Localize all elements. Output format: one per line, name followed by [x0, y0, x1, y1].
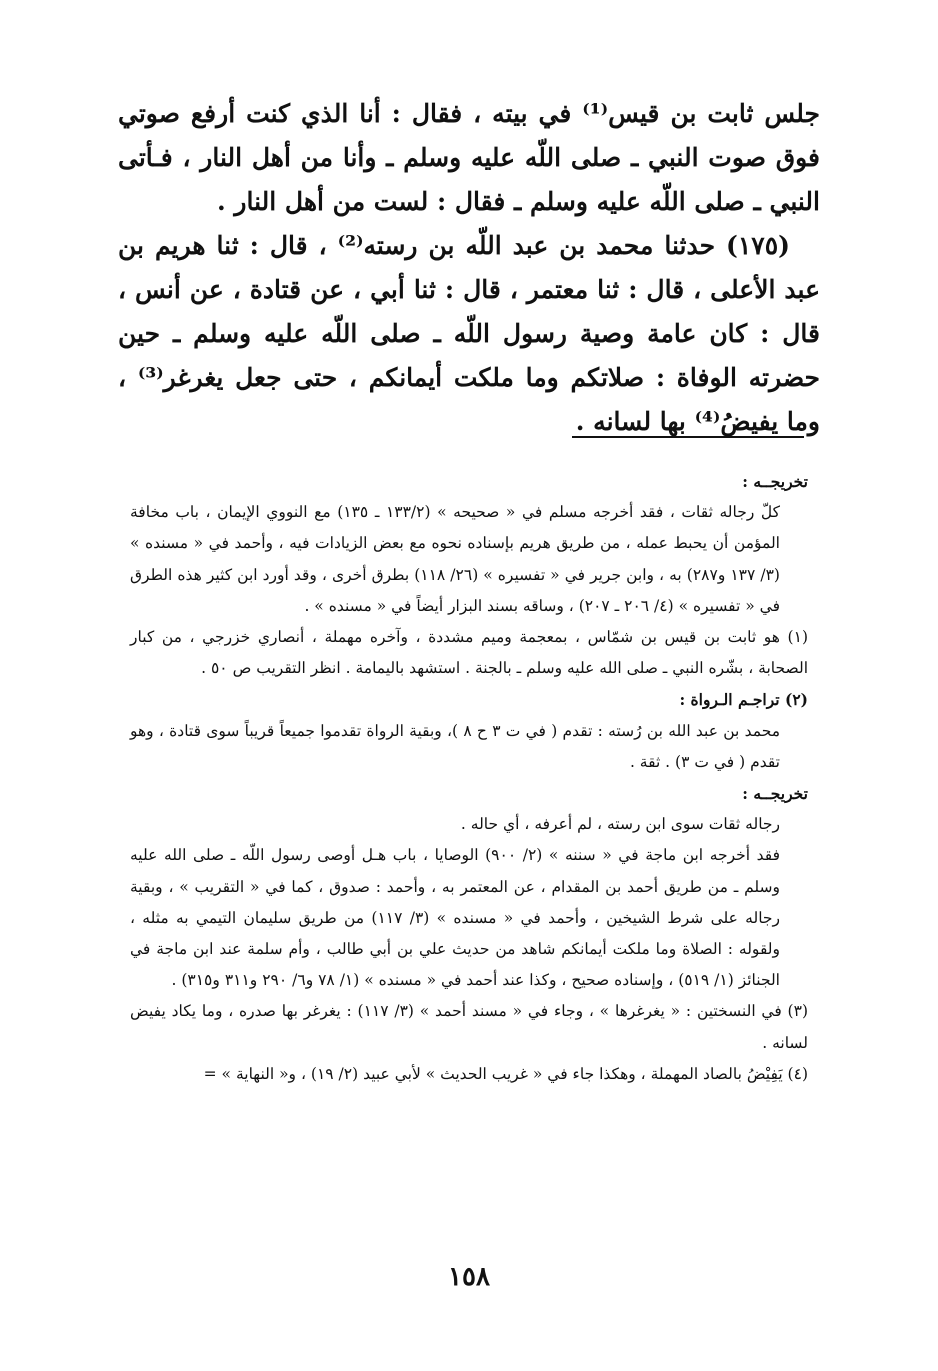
footnote-2-heading: (٢) تراجـم الـرواة : [679, 690, 808, 710]
paragraph-1: جلس ثابت بن قيس⁽¹⁾ في بيته ، فقال : أنا الذي كنت أرفع صوتي فوق صوت النبي ـ صلى اللّه عليه وسلم ـ وأنا من أهل النار ، فـأتى النبي ـ صلى اللّه عليه وسلم ـ فقال : لست من أهل النار . [118, 99, 820, 216]
footnote-1: (١) هو ثابت بن قيس بن شمّاس ، بمعجمة وميم مشددة ، وآخره مهملة ، أنصاري خزرجي ، من كبار الصحابة ، بشّره النبي ـ صلى الله عليه وسلم ـ بالجنة . استشهد باليمامة . انظر التقريب ص ٥٠ . [130, 628, 808, 678]
takhrij-heading-2: تخريجــه : [742, 784, 808, 804]
takhrij-text-1: كلّ رجاله ثقات ، فقد أخرجه مسلم في « صحيحه » (١٣٣/٢ ـ ١٣٥) مع النووي الإيمان ، باب مخافة المؤمن أن يحبط عمله ، من طريق هريم بإسناده نحوه مع بعض الزيادات فيه ، وأحمد في « مسنده » (٣/ ١٣٧ و٢٨٧) به ، وابن جرير في « تفسيره » (٢٦/ ١١٨) بطرق أخرى ، وقد أورد ابن كثير هذه الطرق في « تفسيره » (٤/ ٢٠٦ ـ ٢٠٧) ، وساقه بسند البزار أيضاً في « مسنده » . [130, 503, 780, 615]
takhrij-heading-1: تخريجــه : [742, 472, 808, 491]
footnote-separator [572, 436, 804, 438]
footnote-4: (٤) يَفِيْضُ بالصاد المهملة ، وهكذا جاء في « غريب الحديث » لأبي عبيد (٢/ ١٩) ، و« النهاية » = [203, 1064, 808, 1083]
main-text [118, 92, 820, 444]
page-number: ١٥٨ [448, 1262, 490, 1292]
hadith-175-paragraph: (١٧٥) حدثنا محمد بن عبد اللّه بن رسته⁽²⁾ ، قال : ثنا هريم بن عبد الأعلى ، قال : ثنا معتمر ، قال : ثنا أبي ، عن قتادة ، عن أنس ، قال : كان عامة وصية رسول اللّه ـ صلى اللّه عليه وسلم ـ حين حضرته الوفاة : صلاتكم وما ملكت أيمانكم ، حتى جعل يغرغر⁽³⁾ ، وما يفيضُ⁽⁴⁾ بها لسانه . [118, 231, 821, 436]
footnote-3: (٣) في النسختين : « يغرغرها » ، وجاء في « مسند أحمد » (٣/ ١١٧) : يغرغر بها صدره ، وما يكاد يفيض لسانه . [130, 1002, 808, 1052]
takhrij-2-line-1: رجاله ثقات سوى ابن رسته ، لم أعرفه ، أي حاله . [460, 815, 780, 834]
takhrij-2-text: فقد أخرجه ابن ماجة في « سننه » (٢/ ٩٠٠) الوصايا ، باب هـل أوصى رسول اللّه ـ صلى الله عليه وسلم ـ من طريق أحمد بن المقدام ، عن المعتمر به ، وأحمد : صدوق ، كما في « التقريب » ، وبقية رجاله على شرط الشيخين ، وأحمد في « مسنده » (٣/ ١١٧) من طريق سليمان التيمي به مثله ، ولقوله : الصلاة وما ملكت أيمانكم شاهد من حديث علي بن أبي طالب ، وأم سلمة عند ابن ماجة في الجنائز (١/ ٥١٩) ، وإسناده صحيح ، وكذا عند أحمد في « مسنده » (١/ ٧٨ و٦/ ٢٩٠ و٣١١ و٣١٥) . [130, 846, 780, 990]
footnotes [130, 466, 808, 1090]
footnote-2-text: محمد بن عبد الله بن رُسته : تقدم ( في ت ٣ ح ٨ )، وبقية الرواة تقدموا جميعاً قريباً سوى قتادة ، وهو تقدم ( في ت ٣) . ثقة . [130, 721, 780, 771]
